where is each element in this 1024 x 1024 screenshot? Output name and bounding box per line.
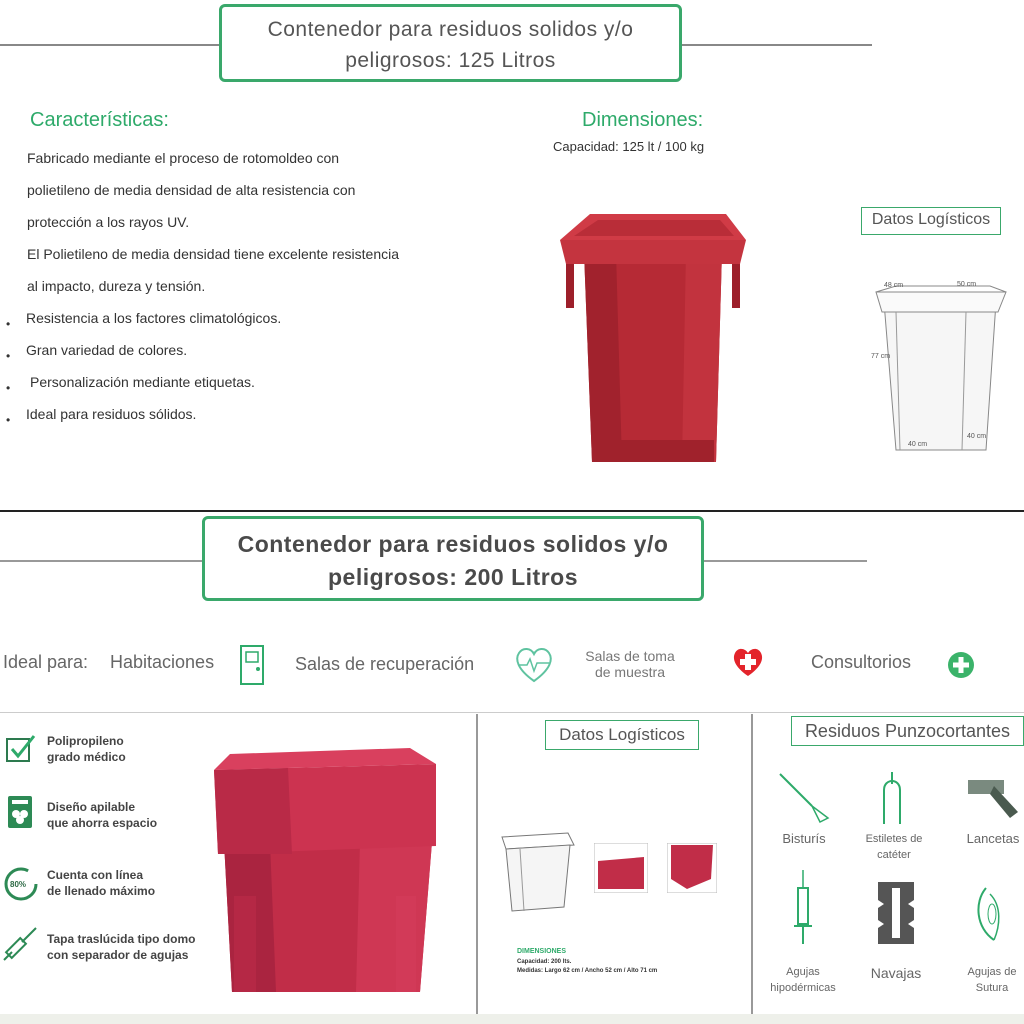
title-line-2: peligrosos: 125 Litros [345, 49, 556, 72]
ideal-item-line: Salas de toma [585, 648, 675, 664]
ideal-item-line: de muestra [594, 664, 666, 680]
features-bullets [6, 306, 281, 434]
title-line-1: Contenedor para residuos solidos y/o [237, 531, 669, 557]
logistics-label: Datos Logísticos [861, 207, 1001, 235]
sharps-item-line: Agujas [786, 966, 820, 978]
sharps-label: Residuos Punzocortantes [791, 716, 1024, 746]
description-line: polietileno de media densidad de alta resistencia con [27, 182, 356, 198]
diagram-base-side-label: 40 cm [967, 433, 987, 440]
hypodermic-needle-icon [790, 868, 816, 948]
feature-line: Cuenta con línea [47, 868, 144, 882]
sharps-item-label: Lancetas [966, 831, 1020, 846]
container-125-diagram [866, 272, 1016, 462]
sharps-item-label: Navajas [870, 965, 922, 981]
title-rule-left [0, 44, 220, 46]
feature-item [47, 931, 195, 963]
container-200-side-view [667, 843, 717, 893]
door-icon [238, 643, 268, 687]
sharps-item-label [764, 964, 842, 996]
dims-heading: DIMENSIONES [517, 948, 567, 955]
sharps-item-label [852, 831, 936, 863]
fill-gauge-badge: 80% [10, 880, 27, 889]
scalpel-icon [776, 770, 832, 826]
feature-line: Diseño apilable [47, 800, 136, 814]
razor-blade-icon [876, 880, 916, 946]
heartbeat-icon [513, 645, 555, 685]
checkbox-icon [5, 733, 37, 765]
title-rule-left-200 [0, 560, 204, 562]
dims-measures: Medidas: Largo 62 cm / Ancho 52 cm / Alto 71 cm [517, 968, 658, 974]
logistics-label-200: Datos Logísticos [545, 720, 699, 750]
feature-line: de llenado máximo [47, 884, 156, 898]
feature-item [47, 799, 157, 831]
bullet-item: • Gran variedad de colores. [6, 338, 281, 370]
container-200-diagram [490, 815, 580, 915]
medical-cross-icon [731, 646, 765, 678]
ideal-label: Ideal para: [3, 652, 89, 672]
plus-circle-icon [947, 651, 975, 679]
feature-line: con separador de agujas [47, 948, 189, 962]
bullet-item: • Personalización mediante etiquetas. [6, 370, 281, 402]
title-line-1: Contenedor para residuos solidos y/o [267, 18, 634, 41]
title-line-2: peligrosos: 200 Litros [327, 564, 578, 590]
container-200-top-view [594, 843, 648, 893]
column-divider [476, 714, 478, 1014]
ideal-item-label: Consultorios [811, 652, 912, 672]
feature-item [47, 733, 126, 765]
lancet-icon [964, 772, 1020, 820]
suture-needle-icon [972, 884, 1012, 944]
feature-line: Polipropileno [47, 734, 124, 748]
product-125-title [219, 4, 682, 82]
product-200-title [202, 516, 704, 601]
description-line: al impacto, dureza y tensión. [27, 278, 206, 294]
description-line: Fabricado mediante el proceso de rotomoldeo con [27, 150, 340, 166]
column-divider [751, 714, 753, 1014]
bullet-item: • Resistencia a los factores climatológicos. [6, 306, 281, 338]
feature-line: que ahorra espacio [47, 816, 158, 830]
diagram-base-front-label: 40 cm [908, 441, 928, 448]
diagram-height-label: 77 cm [871, 353, 891, 360]
ideal-item-label: Salas de recuperación [295, 654, 475, 674]
sharps-item-label [960, 964, 1024, 996]
product-125-section [0, 0, 1024, 500]
feature-item [47, 867, 155, 899]
sharps-item-line: catéter [877, 849, 911, 861]
sharps-item-label: Bisturís [782, 831, 826, 846]
row-divider [0, 712, 1024, 713]
capacity-text: Capacidad: 125 lt / 100 kg [553, 139, 705, 154]
feature-line: grado médico [47, 750, 126, 764]
section-divider [0, 510, 1024, 512]
features-description [27, 146, 467, 306]
feature-line: Tapa traslúcida tipo domo [47, 932, 196, 946]
catheter-icon [870, 770, 914, 826]
ideal-item-label: Habitaciones [110, 652, 215, 672]
title-rule-right [682, 44, 872, 46]
features-heading: Características: [30, 109, 169, 131]
sharps-item-line: hipodérmicas [770, 982, 836, 994]
syringe-icon [0, 924, 40, 964]
diagram-depth-label: 48 cm [884, 282, 904, 289]
container-125-image [556, 212, 750, 468]
container-200-image [210, 746, 442, 996]
dims-capacity: Capacidad: 200 lts. [517, 959, 572, 965]
sharps-item-line: Estiletes de [865, 833, 923, 845]
footer-strip [0, 1014, 1024, 1024]
description-line: El Polietileno de media densidad tiene excelente resistencia [27, 246, 400, 262]
title-rule-right-200 [703, 560, 867, 562]
dimensions-heading: Dimensiones: [582, 109, 704, 131]
sharps-item-line: Sutura [975, 982, 1009, 994]
description-line: protección a los rayos UV. [27, 214, 190, 230]
ideal-item-label [572, 648, 688, 680]
sharps-item-line: Agujas de [967, 966, 1017, 978]
bullet-item: • Ideal para residuos sólidos. [6, 402, 281, 434]
stack-icon [5, 794, 35, 830]
diagram-width-label: 50 cm [957, 281, 977, 288]
